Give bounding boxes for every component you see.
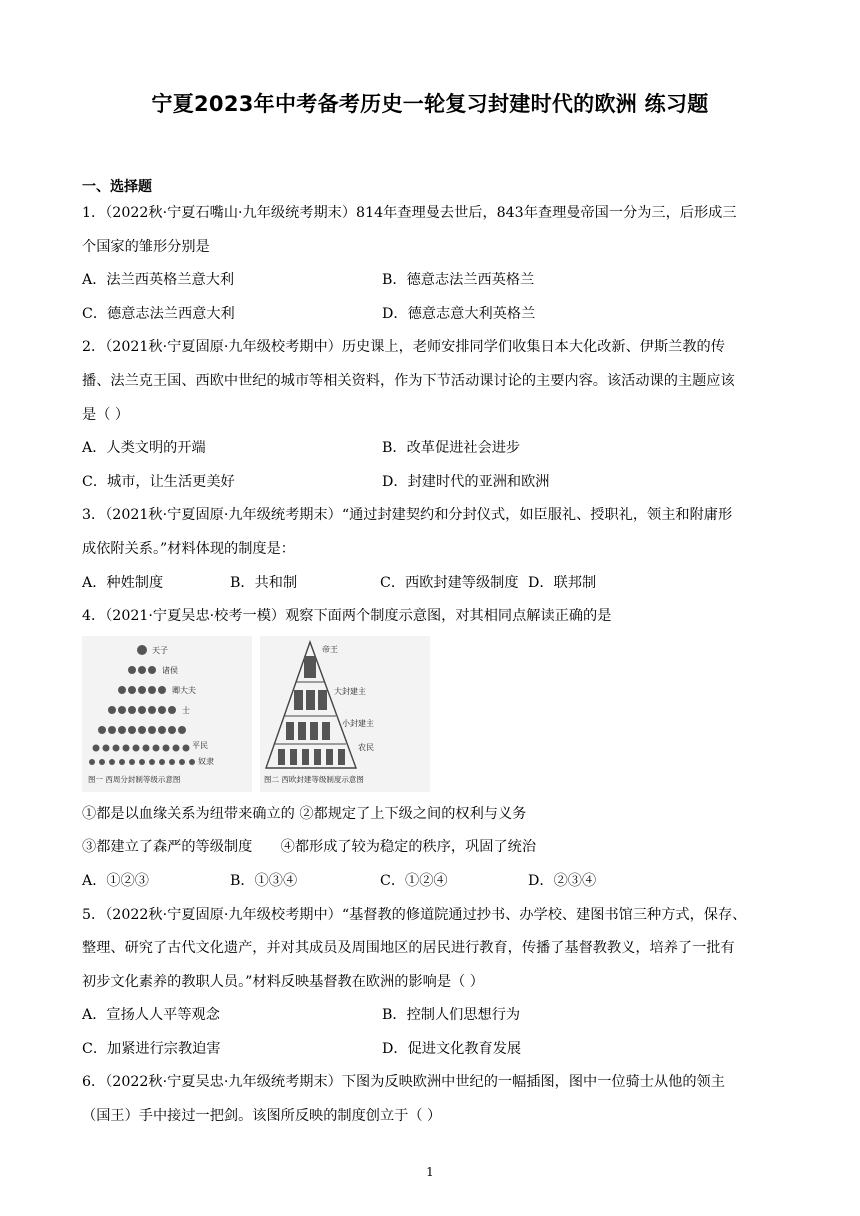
figure-pair bbox=[82, 636, 782, 794]
question-text: 6．（2022秋·宁夏吴忠·九年级统考期末）下图为反映欧洲中世纪的一幅插图，图中一位骑士从他的领主 bbox=[82, 1074, 725, 1091]
question-text: 成依附关系。”材料体现的制度是： bbox=[82, 540, 295, 557]
option-c: C．①②④ bbox=[380, 872, 448, 889]
fig2-label: 帝王 bbox=[322, 644, 338, 654]
option-b: B．控制人们思想行为 bbox=[382, 1007, 521, 1024]
question-2 bbox=[82, 331, 782, 499]
question-text: 是（ ） bbox=[82, 406, 130, 423]
fig1-caption: 图一 西周分封制等级示意图 bbox=[88, 774, 181, 784]
option-a: A．法兰西英格兰意大利 bbox=[82, 272, 235, 289]
option-b: B．①③④ bbox=[230, 872, 298, 889]
question-text: 个国家的雏形分别是 bbox=[82, 238, 210, 255]
question-text: 3．（2021秋·宁夏固原·九年级统考期末）“通过封建契约和分封仪式，如臣服礼、授职礼，领主和附庸形 bbox=[82, 507, 733, 524]
question-text: 4．（2021·宁夏吴忠·校考一模）观察下面两个制度示意图，对其相同点解读正确的是 bbox=[82, 608, 612, 625]
option-d: D．促进文化教育发展 bbox=[382, 1040, 522, 1057]
option-c: C．德意志法兰西意大利 bbox=[82, 305, 235, 322]
question-list bbox=[82, 197, 782, 1134]
question-1 bbox=[82, 197, 782, 331]
option-b: B．共和制 bbox=[230, 574, 298, 591]
question-4 bbox=[82, 600, 782, 898]
option-c: C．加紧进行宗教迫害 bbox=[82, 1040, 221, 1057]
options-row bbox=[82, 1033, 782, 1067]
option-b: B．改革促进社会进步 bbox=[382, 440, 521, 457]
question-text: 1．（2022秋·宁夏石嘴山·九年级统考期末）814年查理曼去世后，843年查理曼帝国一分为三，后形成三 bbox=[82, 205, 737, 221]
question-text: 初步文化素养的教职人员。”材料反映基督教在欧洲的影响是（ ） bbox=[82, 973, 484, 990]
option-a: A．①②③ bbox=[82, 872, 149, 889]
figure-western-europe-pyramid bbox=[260, 636, 430, 792]
option-b: B．德意志法兰西英格兰 bbox=[382, 272, 535, 289]
fig2-label: 大封建主 bbox=[334, 686, 366, 696]
fig2-label: 小封建主 bbox=[342, 718, 374, 728]
section-heading: 一、选择题 bbox=[82, 179, 152, 195]
fig2-caption: 图二 西欧封建等级制度示意图 bbox=[264, 774, 364, 784]
option-d: D．联邦制 bbox=[528, 574, 597, 591]
options-row bbox=[82, 466, 782, 500]
option-a: A．种姓制度 bbox=[82, 574, 164, 591]
question-text: （国王）手中接过一把剑。该图所反映的制度创立于（ ） bbox=[82, 1108, 442, 1125]
options-row bbox=[82, 432, 782, 466]
page-number: 1 bbox=[426, 1165, 434, 1179]
fig1-label: 卿大夫 bbox=[172, 685, 196, 695]
figure-western-zhou-pyramid bbox=[82, 636, 252, 792]
question-6 bbox=[82, 1066, 782, 1133]
options-row bbox=[82, 865, 782, 899]
options-row bbox=[82, 567, 782, 601]
question-text: 5．（2022秋·宁夏固原·九年级校考期中）“基督教的修道院通过抄书、办学校、建图书馆三种方式，保存、 bbox=[82, 906, 747, 923]
option-c: C．西欧封建等级制度 bbox=[380, 574, 519, 591]
option-a: A．宣扬人人平等观念 bbox=[82, 1007, 220, 1024]
statement-line: ①都是以血缘关系为纽带来确立的 ②都规定了上下级之间的权利与义务 bbox=[82, 805, 527, 822]
question-5 bbox=[82, 899, 782, 1067]
option-c: C．城市，让生活更美好 bbox=[82, 473, 235, 490]
fig1-label: 奴隶 bbox=[198, 756, 214, 766]
statement-line: ③都建立了森严的等级制度 ④都形成了较为稳定的秩序，巩固了统治 bbox=[82, 839, 537, 856]
option-d: D．德意志意大利英格兰 bbox=[382, 305, 536, 322]
page-title: 宁夏2023年中考备考历史一轮复习封建时代的欧洲 练习题 bbox=[151, 92, 709, 116]
question-text: 播、法兰克王国、西欧中世纪的城市等相关资料，作为下节活动课讨论的主要内容。该活动课的主题应该 bbox=[82, 372, 735, 389]
options-row bbox=[82, 264, 782, 298]
option-a: A．人类文明的开端 bbox=[82, 440, 206, 457]
option-d: D．②③④ bbox=[528, 872, 597, 889]
fig2-label: 农民 bbox=[358, 742, 374, 752]
question-3 bbox=[82, 499, 782, 600]
fig1-label: 天子 bbox=[152, 645, 168, 655]
fig1-label: 平民 bbox=[192, 740, 208, 750]
question-text: 2．（2021秋·宁夏固原·九年级校考期中）历史课上，老师安排同学们收集日本大化改新、伊斯兰教的传 bbox=[82, 339, 725, 356]
options-row bbox=[82, 999, 782, 1033]
options-row bbox=[82, 298, 782, 332]
question-text: 整理、研究了古代文化遗产，并对其成员及周围地区的居民进行教育，传播了基督教教义，培养了一批有 bbox=[82, 940, 735, 957]
option-d: D．封建时代的亚洲和欧洲 bbox=[382, 473, 550, 490]
fig1-label: 诸侯 bbox=[162, 665, 178, 675]
fig1-label: 士 bbox=[182, 705, 190, 715]
